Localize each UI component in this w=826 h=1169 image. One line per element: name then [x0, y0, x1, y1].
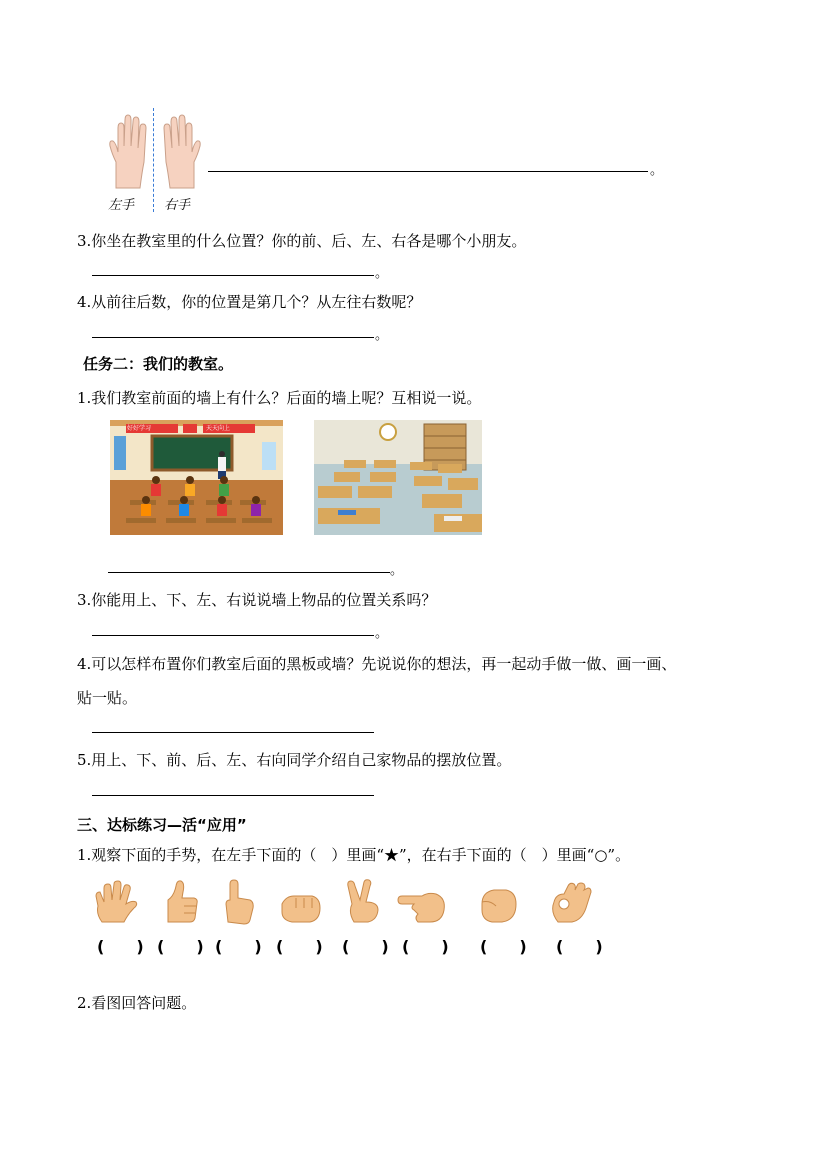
hands-illustration — [104, 108, 204, 214]
left-hand-label: 左手 — [108, 198, 135, 213]
answer-paren-8[interactable]: ( ) — [556, 937, 603, 956]
answer-line-hands[interactable] — [208, 171, 648, 172]
hands-divider — [153, 108, 154, 212]
answer-paren-5[interactable]: ( ) — [342, 937, 389, 956]
victory-hand-icon — [344, 878, 384, 926]
end-mark: 。 — [650, 163, 664, 178]
ok-hand-icon — [548, 880, 594, 926]
end-mark: 。 — [375, 266, 389, 281]
answer-line-task2-q4[interactable] — [92, 732, 374, 733]
fist-icon — [278, 892, 322, 926]
banner-right: 天天向上 — [206, 425, 231, 432]
thumbs-up-icon — [160, 878, 200, 926]
end-mark: 。 — [375, 626, 389, 641]
answer-line-task2-q1[interactable] — [108, 572, 390, 573]
task2-heading: 任务二：我们的教室。 — [83, 355, 234, 373]
answer-paren-7[interactable]: ( ) — [480, 937, 527, 956]
left-hand-icon — [108, 110, 150, 192]
banner-left: 好好学习 — [127, 425, 152, 432]
fist-side-icon — [476, 886, 520, 926]
pointing-up-icon — [220, 878, 258, 926]
task2-question-3: 3.你能用上、下、左、右说说墙上物品的位置关系吗？ — [77, 591, 437, 609]
task2-question-1: 1.我们教室前面的墙上有什么？后面的墙上呢？互相说一说。 — [77, 389, 482, 407]
answer-paren-1[interactable]: ( ) — [97, 937, 144, 956]
answer-paren-2[interactable]: ( ) — [157, 937, 204, 956]
section3-question-1: 1.观察下面的手势，在左手下面的（ ）里画“★”，在右手下面的（ ）里画“○”。 — [77, 846, 631, 864]
answer-paren-6[interactable]: ( ) — [402, 937, 449, 956]
right-hand-icon — [160, 110, 202, 192]
question-4: 4.从前往后数，你的位置是第几个？从左往右数呢？ — [77, 293, 422, 311]
right-hand-label: 右手 — [164, 198, 191, 213]
answer-paren-4[interactable]: ( ) — [276, 937, 323, 956]
answer-line-q4[interactable] — [92, 337, 374, 338]
task2-question-5: 5.用上、下、前、后、左、右向同学介绍自己家物品的摆放位置。 — [77, 751, 512, 769]
task2-question-4-line2: 贴一贴。 — [77, 689, 138, 707]
answer-line-task2-q5[interactable] — [92, 795, 374, 796]
answer-line-task2-q3[interactable] — [92, 635, 374, 636]
pointing-left-icon — [396, 888, 448, 926]
question-3: 3.你坐在教室里的什么位置？你的前、后、左、右各是哪个小朋友。 — [77, 232, 527, 250]
end-mark: 。 — [375, 328, 389, 343]
open-hand-icon — [92, 880, 140, 926]
section3-heading: 三、达标练习—活“应用” — [77, 816, 247, 834]
task2-question-4-line1: 4.可以怎样布置你们教室后面的黑板或墙？先说说你的想法，再一起动手做一做、画一画、 — [77, 655, 677, 673]
classroom-back-image — [314, 420, 482, 535]
classroom-front-image — [110, 420, 283, 535]
answer-line-q3[interactable] — [92, 275, 374, 276]
answer-paren-3[interactable]: ( ) — [215, 937, 262, 956]
section3-question-2: 2.看图回答问题。 — [77, 994, 197, 1012]
end-mark: 。 — [390, 563, 404, 578]
